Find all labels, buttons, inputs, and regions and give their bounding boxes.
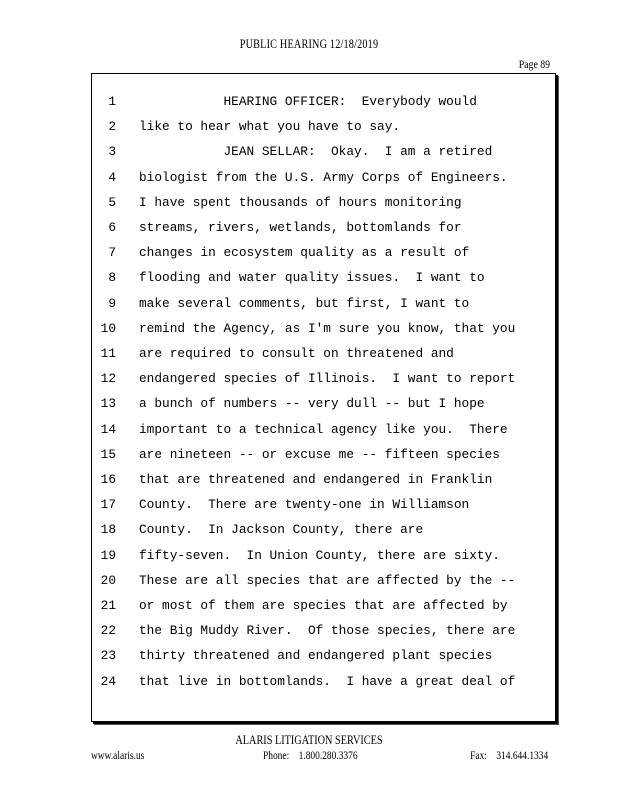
line-number: 22 (100, 623, 116, 639)
transcript-line (92, 569, 557, 593)
line-number: 8 (108, 270, 116, 286)
transcript-line (92, 367, 557, 391)
transcript-line (92, 90, 557, 114)
line-text: a bunch of numbers -- very dull -- but I hope (139, 396, 485, 412)
transcript-line (92, 619, 557, 643)
line-number: 17 (100, 497, 116, 513)
footer-website: www.alaris.us (91, 750, 145, 762)
transcript-line (92, 670, 557, 694)
footer-company: ALARIS LITIGATION SERVICES (235, 733, 383, 747)
line-text: flooding and water quality issues. I want to (139, 270, 485, 286)
line-number: 1 (108, 94, 116, 109)
footer-fax: Fax: 314.644.1334 (469, 750, 548, 762)
line-number: 7 (108, 245, 116, 261)
transcript-line (92, 468, 557, 492)
line-text: streams, rivers, wetlands, bottomlands for (139, 220, 462, 235)
line-text: make several comments, but first, I want to (139, 295, 470, 311)
transcript-line (92, 191, 557, 215)
transcript-line (92, 443, 557, 467)
line-text: I have spent thousands of hours monitoring (139, 194, 462, 210)
line-number: 15 (100, 446, 116, 462)
line-text: These are all species that are affected by the -- (139, 572, 516, 588)
line-text: fifty-seven. In Union County, there are sixty. (139, 547, 500, 563)
line-text: remind the Agency, as I'm sure you know, that you (139, 320, 516, 336)
transcript-line (92, 166, 557, 190)
line-text: are nineteen -- or excuse me -- fifteen species (139, 446, 500, 462)
transcript-line (92, 418, 557, 442)
line-number: 4 (108, 169, 116, 185)
line-text: changes in ecosystem quality as a result of (139, 245, 470, 261)
line-number: 2 (108, 119, 116, 135)
line-text: or most of them are species that are affected by (139, 598, 508, 613)
line-number: 19 (100, 547, 116, 563)
line-number: 20 (100, 572, 116, 588)
line-text: that live in bottomlands. I have a great deal of (139, 673, 516, 689)
line-text: County. There are twenty-one in Williamson (139, 497, 470, 513)
line-number: 18 (100, 522, 116, 538)
line-text: that are threatened and endangered in Franklin (139, 472, 493, 487)
transcript-line (92, 241, 557, 265)
footer-phone: Phone: 1.800.280.3376 (263, 750, 358, 762)
transcript-line (92, 115, 557, 139)
transcript-line (92, 392, 557, 416)
line-text: County. In Jackson County, there are (139, 522, 424, 538)
line-number: 23 (100, 648, 116, 664)
header-title: PUBLIC HEARING 12/18/2019 (239, 37, 379, 51)
line-number: 11 (100, 346, 116, 361)
line-text: HEARING OFFICER: Everybody would (139, 94, 477, 109)
line-text: thirty threatened and endangered plant species (139, 648, 493, 664)
line-number: 13 (100, 396, 116, 412)
page-number: Page 89 (518, 59, 550, 71)
transcript-line (92, 140, 557, 164)
line-number: 5 (108, 194, 116, 210)
transcript-line (92, 493, 557, 517)
transcript-line (92, 216, 557, 240)
line-text: the Big Muddy River. Of those species, there are (139, 623, 516, 639)
line-number: 6 (108, 220, 116, 235)
line-text: are required to consult on threatened and (139, 346, 454, 361)
line-text: like to hear what you have to say. (139, 119, 401, 135)
line-text: biologist from the U.S. Army Corps of Engineers. (139, 169, 508, 185)
transcript-line (92, 644, 557, 668)
line-number: 21 (100, 598, 116, 613)
line-number: 9 (108, 295, 116, 311)
line-text: endangered species of Illinois. I want to report (139, 371, 516, 387)
line-text: important to a technical agency like you. There (139, 421, 508, 437)
line-text: JEAN SELLAR: Okay. I am a retired (139, 144, 493, 160)
line-number: 16 (100, 472, 116, 487)
transcript-line (92, 594, 557, 618)
transcript-line (92, 317, 557, 341)
line-number: 14 (100, 421, 116, 437)
transcript-box (91, 73, 556, 722)
transcript-line (92, 292, 557, 316)
transcript-line (92, 342, 557, 366)
transcript-line (92, 266, 557, 290)
line-number: 12 (100, 371, 116, 387)
transcript-line (92, 544, 557, 568)
line-number: 3 (108, 144, 116, 160)
line-number: 24 (100, 673, 116, 689)
line-number: 10 (100, 320, 116, 336)
transcript-line (92, 518, 557, 542)
